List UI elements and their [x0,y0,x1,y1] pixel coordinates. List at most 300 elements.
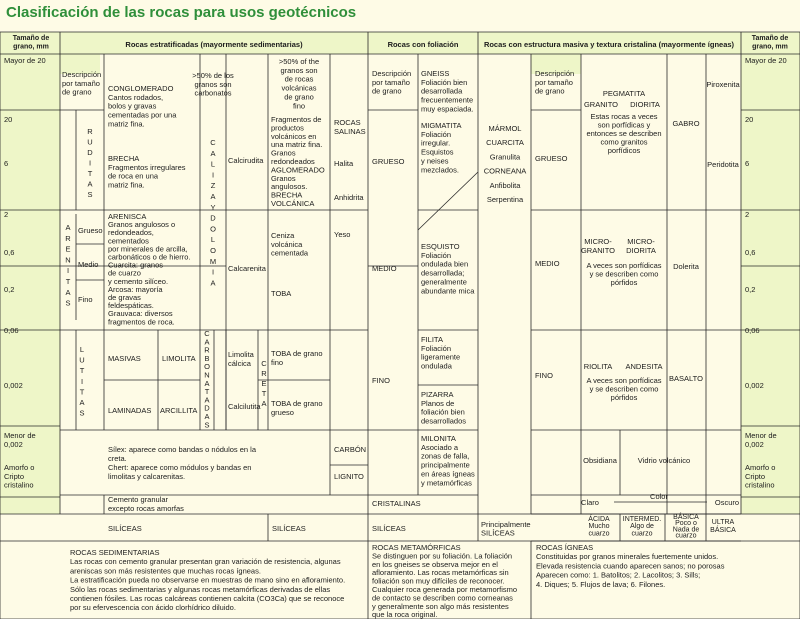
caliza-dolomia-label-line: A [210,278,216,288]
arcillita-text-line: ARCILLITA [160,406,198,415]
ruditas-label [87,127,93,199]
rocas-salinas-text-line: ROCAS [334,118,361,127]
microdiorita-text-line: MICRO- [627,237,655,246]
toba-fino-text-line: fino [271,357,284,367]
milonita-text-line: principalmente [421,460,470,470]
medio-label-line: MEDIO [535,259,560,268]
lutitas-label-line: A [79,398,85,407]
dolerita-text-line: Dolerita [673,262,699,271]
grain-label-line: 0,06 [4,326,19,335]
volcanic-fragments-text-line: redondeados [271,157,315,166]
grain-label-line: 2 [4,210,9,219]
arenisca-text [108,212,191,326]
grain-label [745,56,787,65]
fino-label [78,295,93,304]
stratified-header [125,40,303,49]
medio-label-line: Medio [78,260,99,269]
conglomerado-text-line: bolos y gravas [108,101,157,111]
lignito-text-line: LIGNITO [334,472,364,481]
desc-header [372,69,411,96]
diorita-text-line: DIORITA [630,100,660,109]
massive-header-line: Rocas con estructura masiva y textura cristalina (mayormente ígneas) [483,40,735,49]
medio-label-line: MEDIO [372,264,397,273]
rocas-salinas-text-line: SALINAS [334,126,366,136]
carbonatadas-label-line: C [204,329,210,338]
basica-label-line: cuarzo [675,532,697,540]
creta-label-line: C [261,359,267,368]
foliated-header [388,40,459,49]
esquisto-text-line: ondulada bien [421,259,469,269]
limolita-calcica-text [228,350,255,368]
grain-label-line: 0,2 [4,285,15,294]
grain-label-line: 0,06 [745,326,760,335]
metamorphic-rocks-list [484,124,527,204]
grain-label [4,285,14,294]
volcanic-header-line: de rocas [284,74,314,84]
carbonatadas-label-line: A [204,412,210,421]
calcarenita-text [228,264,267,273]
volcanic-fragments-text-line: Granos [271,148,296,158]
limolita-text [162,354,196,363]
metamorphic-notes-line: ROCAS METAMÓRFICAS [372,543,461,552]
fine-note [586,376,661,402]
desc-header [535,69,574,96]
lutitas-label-line: I [80,376,84,386]
silex-chert-text-line: limolitas y calcarenitas. [108,472,186,481]
limolita-calcica-text-line: cálcica [228,358,251,368]
coarse-note-line: son porfídicas y [597,120,651,130]
igneous-notes-line: ROCAS ÍGNEAS [536,543,594,552]
grain-label [745,159,749,168]
volcanic-fragments-text-line: AGLOMERADO [271,165,325,175]
grain-label [745,248,755,257]
caliza-dolomia-label-line: L [210,159,216,169]
arenisca-text-line: ARENISCA [108,212,147,221]
medium-note-line: A veces son porfídicas [586,261,662,270]
arenitas-label [65,223,71,308]
filita-text-line: Foliación [421,343,452,353]
toba-fino-text [271,349,323,367]
desc-header [62,70,101,97]
migmatita-text [421,121,462,174]
calcilutita-text [228,402,261,411]
grain-label-line: Mayor de 20 [745,56,787,65]
carbon-text-line: CARBÓN [334,445,367,454]
page-title: Clasificación de las rocas para usos geotécnicos [6,4,357,21]
carbonatadas-label-line: A [204,337,210,347]
silex-chert-text-line: Sílex: aparece como bandas o nódulos en la [108,445,257,454]
silex-chert-text [108,445,257,481]
fine-note-line: y se describen como [589,384,659,394]
acida-label-line: ÁCIDA [588,516,610,523]
intermedia-label-line: Algo de [630,523,654,531]
grain-label-line: 6 [4,159,9,168]
ceniza-text-line: cementada [271,248,309,258]
migmatita-text-line: Foliación [421,129,452,139]
basica-label [673,512,700,540]
grain-label-line: 0,002 [745,439,764,449]
volcanic-header [279,57,319,110]
creta-label-line: T [261,389,267,398]
arenisca-text-line: Grauvaca: diversos [108,309,173,319]
filita-text [421,335,460,371]
grain-label-line: cristalino [745,480,775,490]
coarse-note-line: porfídicos [607,146,641,155]
creta-label [261,359,267,408]
limolita-text-line: LIMOLITA [162,354,196,363]
grain-label-line: 20 [745,115,754,124]
desc-header-line: de grano [535,86,565,96]
caliza-dolomia-label [210,138,216,287]
basalto-text-line: BASALTO [669,374,703,383]
medium-note [586,261,661,287]
caliza-dolomia-label-line: O [210,224,216,234]
sedimentary-notes-line: La estratificación pueda no observarse en muestras de mano sino en afloramiento. [70,575,346,585]
massive-header [484,40,735,49]
grain-label-line: 6 [745,159,750,168]
arenitas-label-line: T [65,277,71,286]
carbonates-header [192,71,234,98]
peridotita-text [707,160,740,169]
grain-size-header-right [752,35,789,50]
calcarenita-text-line: Calcarenita [228,264,266,273]
grain-label [4,381,23,390]
stratified-header-line: Rocas estratificadas (mayormente sedimentarias) [125,40,303,49]
piroxenita-text [706,80,740,89]
coarse-note-line: como granitos [600,137,648,147]
arcillita-text [160,406,197,415]
fino-label-line: FINO [535,371,553,380]
medio-label [78,260,98,269]
lignito-text [334,472,364,481]
gneiss-text-line: muy espaciada. [421,104,474,114]
intermedia-label-line: cuarzo [631,530,653,538]
claro-label-line: Claro [581,498,599,507]
arenitas-label-line: A [65,287,71,297]
fino-label-line: Fino [78,295,93,304]
siliceas-label [108,524,142,533]
caliza-dolomia-label-line: Z [210,181,216,191]
lutitas-label-line: T [79,387,85,397]
brecha-text-line: BRECHA [108,154,140,163]
arenitas-label-line: I [66,266,70,276]
fine-note-line: A veces son porfídicas [586,376,662,385]
arenisca-text-line: Arcosa: mayoría [108,284,163,294]
arenisca-text-line: cementados [108,236,149,246]
metamorphic-notes-line: Cualquier roca generada por metamorfismo [372,585,518,594]
granito-text-line: GRANITO [583,100,619,109]
grain-label-line: 0,002 [745,381,764,390]
ruditas-label-line: A [87,179,93,189]
ultrabasica-label-line: BÁSICA [710,527,736,534]
grain-label-line: Amorfo o [4,463,35,472]
metamorphic-rocks-list-line: CORNEANA [483,166,527,176]
carbon-text [334,445,366,454]
basica-label-line: Nada de [672,526,700,534]
andesita-text-line: ANDESITA [625,362,663,371]
grain-size-header-line: grano, mm [13,43,49,51]
limolita-calcica-text-line: Limolita [228,350,254,359]
metamorphic-notes-line: afloramiento. Las rocas metamórficas sin [372,568,509,578]
cristalinas-text [372,499,421,508]
riolita-text [584,362,613,371]
ceniza-text [271,231,309,258]
volcanic-header-line: granos son [280,65,318,75]
grueso-label [535,154,568,163]
caliza-dolomia-label-line: I [211,170,215,180]
pegmatita-text-line: PEGMATITA [602,89,646,98]
sedimentary-notes [70,548,345,612]
grueso-label [78,226,103,235]
arenisca-text-line: de gravas [108,293,141,302]
conglomerado-text-line: matriz fina. [108,119,145,129]
sedimentary-notes-line: areniscas son más resistentes que muchas rocas ígneas. [70,566,261,576]
carbonatadas-label-line: A [204,378,210,388]
carbonatadas-label-line: A [204,395,210,405]
color-label-line: Color [650,492,668,501]
piroxenita-text-line: Piroxenita [706,80,740,89]
carbonates-header-line: carbonatos [194,88,232,98]
principalmente-siliceas-text [481,520,531,537]
volcanic-fragments-text-line: angulosos. [271,182,308,192]
pizarra-text-line: Planos de [421,398,455,408]
grueso-label-line: GRUESO [535,154,568,163]
principalmente-siliceas-text-line: SILÍCEAS [481,528,515,538]
arenisca-text-line: por minerales de arcilla, [108,244,188,254]
basica-label-line: Poco o [675,520,697,528]
lutitas-label-line: S [79,408,85,418]
conglomerado-text-line: cementadas por una [108,110,177,120]
metamorphic-rocks-list-line: Granulita [489,152,521,162]
metamorphic-rocks-list-line: Anfibolita [489,180,521,190]
grain-size-header-right-line: grano, mm [752,43,788,51]
filita-text-line: FILITA [421,335,443,344]
ultrabasica-label-line: ULTRA [711,519,735,526]
fino-label-line: FINO [372,376,390,385]
lutitas-label-line: T [79,366,85,376]
carbonatadas-label-line: N [204,370,210,380]
conglomerado-text-line: CONGLOMERADO [108,84,174,93]
sedimentary-notes-line: ROCAS SEDIMENTARIAS [70,548,160,557]
metamorphic-rocks-list-line: CUARCITA [486,138,524,148]
grueso-label-line: Grueso [78,226,103,235]
medium-note-line: pórfidos [610,278,638,287]
lutitas-label-line: U [79,355,85,365]
desc-header-line: por tamaño [62,78,100,88]
arenisca-text-line: redondeados, [108,228,154,238]
caliza-dolomia-label-line: M [209,256,217,266]
metamorphic-notes-line: foliación son muy difíciles de reconocer. [372,576,505,586]
halita-text-line: Halita [334,159,354,168]
basalto-text [669,374,703,383]
silex-chert-text-line: Chert: aparece como módulos y bandas en [108,463,252,472]
masivas-text-line: MASIVAS [108,354,141,363]
creta-label-line: R [261,369,267,378]
basica-label-line: BÁSICA [673,514,699,521]
volcanic-header-line: volcánicas [281,83,317,93]
volcanic-fragments-text-line: BRECHA [271,190,303,200]
medio-label [372,264,397,273]
carbonatadas-label-line: D [204,403,210,413]
caliza-dolomia-label-line: L [210,235,216,245]
grain-label-line: 0,2 [745,285,756,294]
laminadas-text-line: LAMINADAS [108,406,152,415]
gabro-text [672,119,699,128]
foliated-header-line: Rocas con foliación [387,40,459,49]
gabro-text-line: GABRO [672,119,700,128]
obsidiana-text [583,456,618,465]
sedimentary-notes-line: contienen fósiles. Las rocas calcáreas contienen calcita (CO3Ca) que se reconoce [70,594,345,603]
caliza-dolomia-label-line: O [210,246,216,256]
volcanic-fragments-text-line: productos [271,123,304,133]
fine-note-line: pórfidos [610,393,638,402]
coarse-note-line: Estas rocas a veces [590,112,658,121]
andesita-text [626,362,663,371]
metamorphic-rocks-list-line: MÁRMOL [488,124,522,133]
carbonatadas-label-line: S [204,420,210,430]
lutitas-label [79,345,84,418]
igneous-notes-line: Aparecen como: 1. Batolitos; 2. Lacolitos; 3. Sills; [536,570,701,580]
volcanic-header-line: fino [292,101,306,111]
grain-label-line: Menor de [4,431,36,440]
pizarra-text-line: foliación bien [421,407,465,417]
migmatita-text-line: Esquistos [421,147,454,157]
gneiss-text-line: GNEISS [421,69,450,78]
esquisto-text-line: desarrollada; [421,268,465,278]
dolerita-text [673,262,700,271]
brecha-text-line: Fragmentos irregulares [108,162,186,172]
metamorphic-notes-line: en los gneises se observa mejor en el [372,559,498,569]
grueso-label [372,157,405,166]
obsidiana-text-line: Obsidiana [583,456,617,465]
yeso-text [334,230,350,239]
pizarra-text-line: desarrollados [421,416,467,426]
cemento-text [108,495,184,513]
grain-label-line: Amorfo o [745,463,776,472]
milonita-text [421,434,475,487]
pizarra-text [421,390,466,426]
gneiss-text [421,69,474,113]
pegmatita-text [603,89,645,98]
microdiorita-text-line: DIORITA [626,245,656,255]
arenitas-label-line: N [65,255,71,265]
microgranito-text-line: GRANITO [580,245,616,255]
volcanic-fragments-text-line: VOLCÁNICA [271,199,315,208]
toba-grueso-text-line: grueso [271,407,294,417]
volcanic-header-line: de grano [284,92,314,102]
carbonates-header-line: >50% de los [192,71,234,80]
desc-header-line: por tamaño [372,77,410,87]
milonita-text-line: Asociado a [421,442,459,452]
metamorphic-notes-line: y generalmente son algo más resistentes [372,601,509,611]
igneous-notes [536,543,725,589]
carbonatadas-label-line: R [204,345,210,355]
arenisca-text-line: carbonáticos o de hierro. [108,252,191,262]
gneiss-text-line: Foliación bien [421,77,468,87]
toba-fino-text-line: TOBA de grano [271,349,323,358]
volcanic-fragments-text-line: volcánicos en [271,131,317,141]
milonita-text-line: en áreas ígneas [421,469,475,479]
grain-label [745,381,764,390]
grain-label-line: cristalino [4,480,34,490]
migmatita-text-line: mezclados. [421,165,459,175]
acida-label-line: cuarzo [588,530,610,538]
brecha-text-line: matriz fina. [108,180,145,190]
calcirudita-text-line: Calcirudita [228,156,264,165]
metamorphic-rocks-list-line: Serpentina [486,195,524,204]
microdiorita-text [626,237,656,255]
arenitas-label-line: E [65,244,71,254]
creta-label-line: A [261,399,267,408]
siliceas-label-line: SILÍCEAS [272,524,306,533]
ruditas-label-line: T [87,169,93,178]
carbonatadas-label-line: T [204,387,210,397]
arenisca-text-line: feldespáticas. [108,301,154,311]
cemento-text-line: Cemento granular [108,495,169,504]
toba-grueso-text [271,399,323,417]
masivas-text [108,354,141,363]
grain-size-header [13,35,50,50]
foliation-diagonal [418,172,478,230]
metamorphic-notes-line: de contacto se describen como corneanas [372,593,513,603]
milonita-text-line: zonas de falla, [421,451,470,461]
ruditas-label-line: D [87,148,93,157]
siliceas-label [272,524,306,533]
migmatita-text-line: irregular. [421,138,451,148]
pizarra-text-line: PIZARRA [421,390,454,399]
migmatita-text-line: y neises [421,156,449,166]
toba-text-line: TOBA [271,289,292,298]
siliceas-label [372,524,406,533]
esquisto-text-line: generalmente [421,277,467,287]
laminadas-text [108,406,151,415]
arenisca-text-line: de cuarzo [108,268,141,278]
sedimentary-notes-line: por su efervescencia con ácido clorhídrico diluido. [70,603,236,613]
sedimentary-notes-line: Las rocas con cemento granular presentan gran variación de resistencia, algunas [70,557,341,567]
grain-label [4,248,14,257]
caliza-dolomia-label-line: A [210,192,216,201]
calcirudita-text [228,156,264,165]
acida-label [588,514,610,537]
cristalinas-text-line: CRISTALINAS [372,499,421,508]
oscuro-label [715,498,739,507]
ruditas-label-line: I [88,158,92,168]
desc-header-line: de grano [372,86,402,96]
creta-label-line: E [261,379,267,388]
caliza-dolomia-label-line: C [210,138,216,147]
ruditas-label-line: U [87,137,93,147]
conglomerado-text [108,84,177,128]
volcanic-fragments-text-line: Granos [271,173,296,183]
toba-grueso-text-line: TOBA de grano [271,399,323,408]
silex-chert-text-line: creta. [108,454,127,463]
volcanic-header-line: >50% of the [278,57,320,66]
toba-text [271,289,291,298]
esquisto-text [421,242,475,295]
filita-text-line: ligeramente [421,352,461,362]
migmatita-text-line: MIGMATITA [421,121,462,130]
igneous-notes-line: Constituidas por granos minerales fuertemente unidos. [536,552,719,562]
ceniza-text-line: volcánica [271,239,303,249]
claro-label [581,498,599,507]
grain-label [4,115,12,124]
volcanic-fragments-text-line: Fragmentos de [271,115,322,124]
sedimentary-notes-line: Sólo las rocas sedimentarias y algunas rocas metamórficas derivadas de ellas [70,584,331,594]
acida-label-line: Mucho [588,523,610,531]
siliceas-label-line: SILÍCEAS [372,524,406,533]
carbonatadas-label-line: B [204,353,210,363]
vidrio-volcanico-text [638,456,690,465]
